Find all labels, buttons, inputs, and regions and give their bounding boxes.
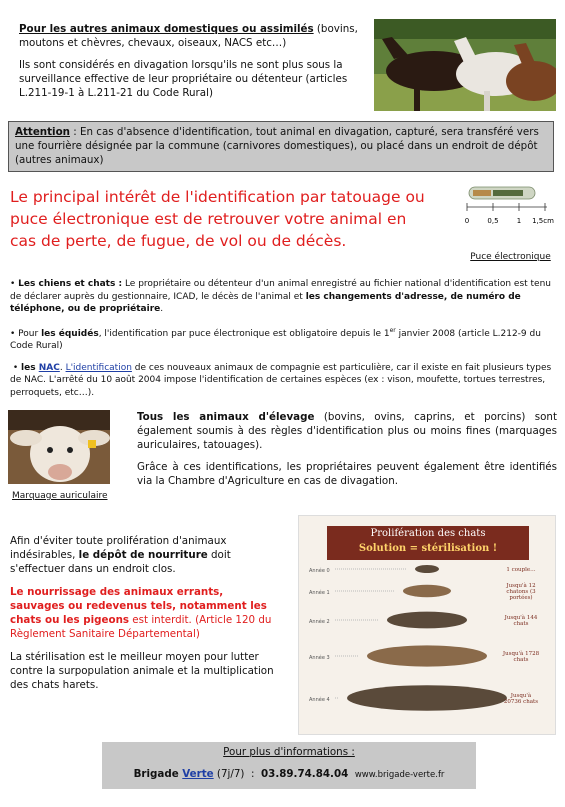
poster-rows: [299, 516, 555, 734]
divagation-paragraph: Ils sont considérés en divagation lorsqu'ils ne sont plus sous la surveillance effective de leur propriétaire ou détenteur (articles L.211-19-1 à L.211-21 du Code Rural): [19, 59, 348, 99]
scale-label-1: 0,5: [487, 217, 499, 225]
poster-label-4-0: Jusqu'à: [510, 693, 532, 699]
dogs-cats-label: Les chiens et chats :: [18, 279, 123, 289]
poster-cat-group-1: [403, 585, 451, 597]
scale-label-0: 0: [464, 217, 470, 225]
nac-text: de ces nouveaux animaux de compagnie est particulière, car il existe en fait plusieurs types de NAC. L'arrêté du 10 août 2004 impose l'identification de certaines espèces (ex : vison, moufette, tortues terrestres, perroquets, etc…).: [10, 362, 552, 398]
poster-cat-group-0: [415, 565, 439, 573]
poster-label-1-1: chatons (3: [506, 589, 536, 595]
poster-label-3-0: Jusqu'à 1728: [502, 651, 540, 657]
feeding-section: [10, 534, 280, 701]
microchip-caption: Puce électronique: [470, 252, 551, 262]
microchip-illustration: [463, 183, 558, 231]
info-hours: (7j/7): [213, 768, 245, 780]
poster-year-1: Année 1: [309, 590, 330, 596]
livestock-paragraph2: Grâce à ces identifications, les propriétaires peuvent également être identifiés via la Chambre d'Agriculture en cas de divagation.: [137, 461, 557, 487]
info-website[interactable]: www.brigade-verte.fr: [354, 770, 445, 780]
cat-proliferation-poster: [298, 515, 556, 735]
attention-text: : En cas d'absence d'identification, tout animal en divagation, capturé, sera transféré vers une fourrière désignée par la commune (carnivores domestiques), ou placé dans un endroit de dépôt (autres animaux): [15, 126, 539, 166]
poster-cat-group-2: [387, 612, 467, 629]
poster-cat-group-4: [347, 685, 507, 711]
info-brigade-link[interactable]: Verte: [182, 768, 214, 780]
nac-label: NAC: [38, 362, 60, 373]
poster-label-1-0: Jusqu'à 12: [506, 583, 536, 589]
info-contact-line: [102, 768, 476, 780]
attention-box: [8, 121, 554, 172]
scale-label-3: 1,5cm: [532, 217, 554, 225]
poster-label-4-1: 20736 chats: [503, 699, 539, 705]
poster-label-2-0: Jusqu'à 144: [504, 615, 538, 621]
info-brigade: Brigade: [133, 768, 183, 780]
equides-end: janvier 2008 (article L.212-9 du Code Rural): [10, 328, 541, 351]
poster-label-2-1: chats: [513, 621, 529, 627]
feeding-p1-bold: le dépôt de nourriture: [78, 549, 208, 561]
poster-cat-group-3: [367, 645, 487, 666]
nac-link[interactable]: L'identification: [65, 362, 132, 373]
identification-bullets: [10, 278, 555, 408]
bullet-nac: • les NAC. L'identification de ces nouveaux animaux de compagnie est particulière, car il existe en fait plusieurs types de NAC. L'arrêté du 10 août 2004 impose l'identification de certaines espèces (ex : vison, moufette, tortues terrestres, perroquets, etc…).: [10, 362, 552, 398]
info-title: Pour plus d'informations :: [223, 746, 355, 758]
bullet-dogs-cats: • Les chiens et chats : Le propriétaire ou détenteur d'un animal enregistré au fichier national d'identification est tenu de déclarer auprès du gestionnaire, ICAD, le décès de l'animal et les changements d'adresse, de numéro de téléphone, ou de propriétaire.: [10, 279, 551, 314]
feeding-p2-text: est interdit. (Article 120 du Règlement Sanitaire Départemental): [10, 614, 272, 640]
info-box: [102, 742, 476, 789]
domestic-animals-heading-rest: (bovins, moutons et chèvres, chevaux, oiseaux, NACS etc…): [19, 23, 358, 49]
poster-year-0: Année 0: [309, 568, 330, 574]
calf-caption: Marquage auriculaire: [12, 491, 108, 501]
equides-pre: Pour: [18, 328, 42, 339]
calf-photo: [8, 410, 110, 484]
dogs-cats-bold: les changements d'adresse, de numéro de téléphone, ou de propriétaire: [10, 291, 521, 314]
poster-label-3-1: chats: [513, 657, 529, 663]
feeding-p2: [10, 585, 280, 641]
nac-pre: les: [21, 362, 39, 373]
microchip-figure: [463, 183, 558, 263]
poster-title: Prolifération des chats: [370, 528, 486, 539]
info-phone: 03.89.74.84.04: [260, 768, 349, 780]
livestock-section: [137, 410, 557, 496]
scale-label-2: 1: [516, 217, 522, 225]
poster-year-4: Année 4: [309, 697, 330, 703]
equides-text: , l'identification par puce électronique est obligatoire depuis le 1: [98, 328, 390, 339]
equides-bold: les équidés: [41, 328, 99, 339]
livestock-bold: Tous les animaux d'élevage: [137, 411, 315, 423]
poster-label-0-0: 1 couple…: [506, 567, 536, 573]
domestic-animals-heading: Pour les autres animaux domestiques ou assimilés: [19, 23, 314, 35]
poster-subtitle: Solution = stérilisation !: [358, 543, 498, 554]
horses-photo: [374, 19, 556, 111]
feeding-p2-bold: Le nourrissage des animaux errants, sauvages ou redevenus tels, notamment les chats ou les pigeons: [10, 586, 267, 626]
domestic-animals-section: [19, 22, 364, 108]
poster-year-2: Année 2: [309, 619, 330, 625]
attention-label: Attention: [15, 126, 70, 138]
livestock-text: (bovins, ovins, caprins, et porcins) sont également soumis à des règles d'identification plus ou moins fines (marquages auriculaires, tatouages).: [137, 411, 557, 451]
feeding-p1-end: doit s'effectuer dans un endroit clos.: [10, 549, 231, 575]
bullet-equides: • Pour les équidés, l'identification par puce électronique est obligatoire depuis le 1er janvier 2008 (article L.212-9 du Code Rural): [10, 326, 541, 351]
feeding-p1-text: Afin d'éviter toute prolifération d'animaux indésirables,: [10, 535, 227, 561]
feeding-p3: La stérilisation est le meilleur moyen pour lutter contre la surpopulation animale et la multiplication des chats harets.: [10, 651, 274, 691]
info-separator: :: [250, 768, 255, 780]
equides-sup: er: [389, 326, 396, 334]
dogs-cats-text: Le propriétaire ou détenteur d'un animal enregistré au fichier national d'identification est tenu de déclarer auprès du gestionnaire, ICAD, le décès de l'animal et: [10, 279, 551, 302]
poster-label-1-2: portées): [509, 595, 533, 601]
poster-year-3: Année 3: [309, 655, 330, 661]
dogs-cats-end: .: [160, 304, 164, 314]
feeding-p1: [10, 534, 280, 576]
main-heading: Le principal intérêt de l'identification par tatouage ou puce électronique est de retrouver votre animal en cas de perte, de fugue, de vol ou de décès.: [10, 188, 425, 250]
